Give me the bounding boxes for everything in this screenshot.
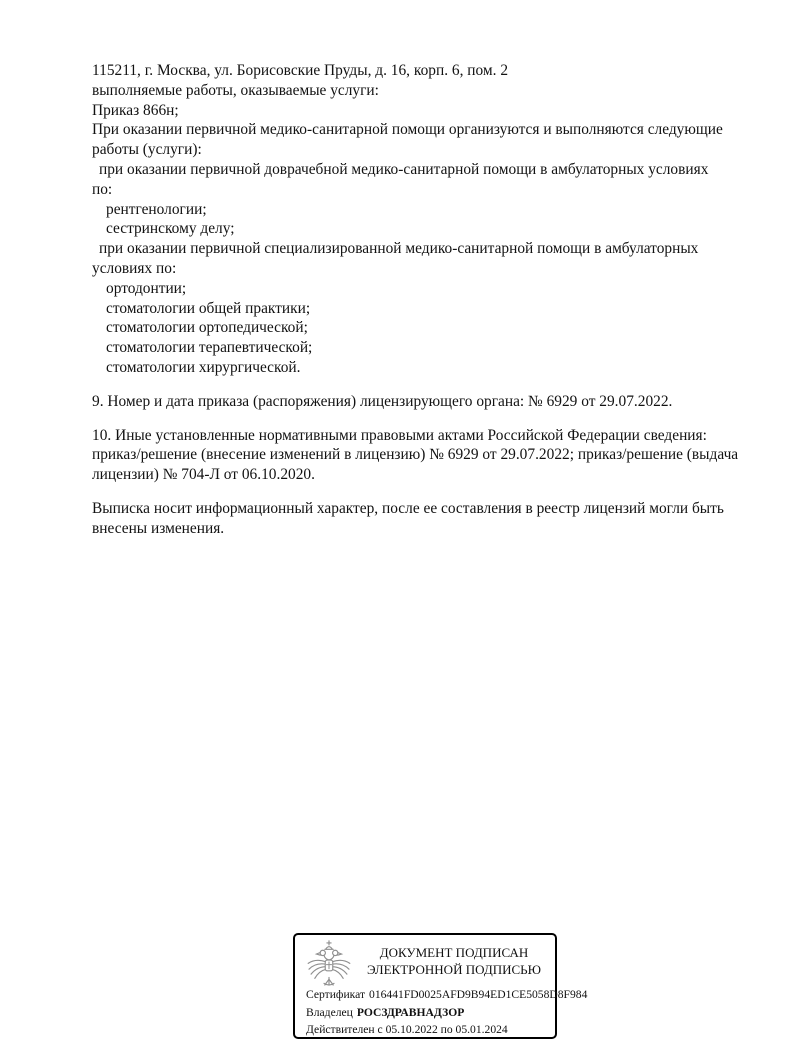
paragraph-item-10 bbox=[92, 426, 738, 485]
text-line: по: bbox=[92, 180, 113, 198]
certificate-label: Сертификат bbox=[306, 988, 366, 1001]
text-line: при оказании первичной доврачебной медико-санитарной помощи в амбулаторных условиях bbox=[99, 160, 709, 178]
text-line: работы (услуги): bbox=[92, 141, 202, 159]
text-line: 10. Иные установленные нормативными правовыми актами Российской Федерации сведения: bbox=[92, 426, 707, 444]
owner-value: РОСЗДРАВНАДЗОР bbox=[356, 1005, 465, 1019]
paragraph-services bbox=[92, 61, 738, 378]
text-line: стоматологии ортопедической; bbox=[106, 319, 308, 337]
text-line: при оказании первичной специализированной медико-санитарной помощи в амбулаторных bbox=[99, 240, 699, 258]
document-text bbox=[92, 61, 738, 553]
text-line: приказ/решение (внесение изменений в лицензию) № 6929 от 29.07.2022; приказ/решение (выдача bbox=[92, 446, 739, 464]
text-line: выполняемые работы, оказываемые услуги: bbox=[92, 81, 379, 99]
text-line: Приказ 866н; bbox=[92, 101, 179, 119]
text-line: Выписка носит информационный характер, после ее составления в реестр лицензий могли быть bbox=[92, 499, 724, 517]
text-line: рентгенологии; bbox=[106, 200, 207, 218]
paragraph-disclaimer bbox=[92, 499, 738, 539]
text-line: стоматологии хирургической. bbox=[106, 358, 301, 376]
text-line: сестринскому делу; bbox=[106, 220, 235, 238]
stamp-owner-line bbox=[306, 1006, 551, 1019]
text-line: 9. Номер и дата приказа (распоряжения) лицензирующего органа: № 6929 от 29.07.2022. bbox=[92, 392, 673, 410]
stamp-certificate-line bbox=[306, 988, 588, 1001]
text-line: условиях по: bbox=[92, 259, 177, 277]
paragraph-item-9 bbox=[92, 392, 738, 412]
stamp-title-line1: ДОКУМЕНТ ПОДПИСАН bbox=[379, 945, 529, 960]
text-line: ортодонтии; bbox=[106, 279, 187, 297]
stamp-validity-line: Действителен с 05.10.2022 по 05.01.2024 bbox=[306, 1023, 508, 1036]
text-line: внесены изменения. bbox=[92, 519, 225, 537]
text-line: стоматологии общей практики; bbox=[106, 299, 311, 317]
digital-signature-stamp bbox=[293, 933, 588, 1039]
text-line: лицензии) № 704-Л от 06.10.2020. bbox=[92, 466, 315, 484]
stamp-title-line2: ЭЛЕКТРОННОЙ ПОДПИСЬЮ bbox=[367, 961, 541, 977]
owner-label: Владелец bbox=[306, 1005, 353, 1019]
certificate-value: 016441FD0025AFD9B94ED1CE5058D8F984 bbox=[369, 988, 588, 1001]
text-line: При оказании первичной медико-санитарной помощи организуются и выполняются следующие bbox=[92, 121, 723, 139]
text-line: стоматологии терапевтической; bbox=[106, 339, 313, 357]
double-headed-eagle-emblem-icon bbox=[304, 939, 354, 991]
text-line: 115211, г. Москва, ул. Борисовские Пруды, д. 16, корп. 6, пом. 2 bbox=[92, 62, 509, 79]
stamp-title bbox=[357, 945, 551, 978]
